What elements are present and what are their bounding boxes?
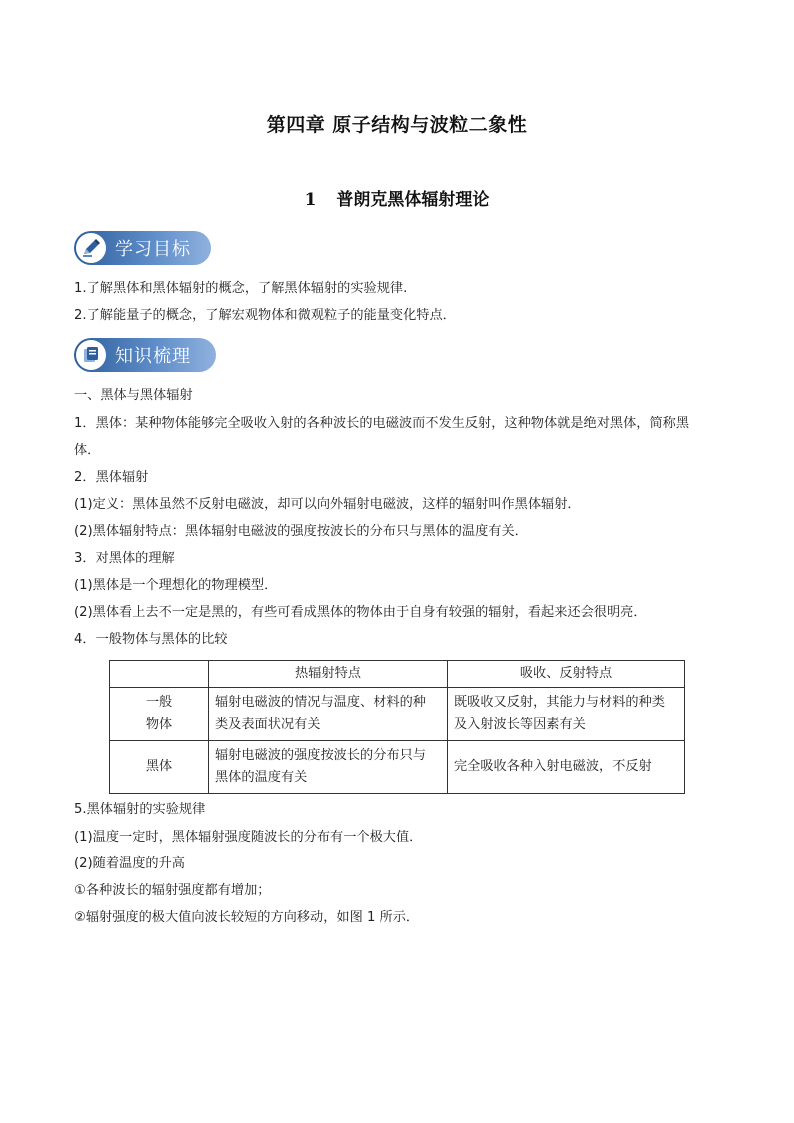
paragraph: 2．黑体辐射 bbox=[74, 470, 149, 485]
paragraph: (1)黑体是一个理想化的物理模型． bbox=[74, 578, 278, 593]
section-number: 1 bbox=[304, 190, 317, 210]
table-row bbox=[110, 741, 685, 794]
table-cell bbox=[448, 688, 685, 741]
cell-text: 辐射电磁波的强度按波长的分布只与 bbox=[215, 748, 426, 763]
paragraph: 4．一般物体与黑体的比较 bbox=[74, 632, 228, 647]
paragraph: (2)黑体辐射特点：黑体辐射电磁波的强度按波长的分布只与黑体的温度有关． bbox=[74, 524, 528, 539]
goal-item: 2.了解能量子的概念，了解宏观物体和微观粒子的能量变化特点． bbox=[74, 308, 456, 323]
comparison-table bbox=[109, 660, 685, 794]
section-title bbox=[0, 185, 794, 210]
section-title-text: 普朗克黑体辐射理论 bbox=[336, 190, 490, 210]
paragraph: (2)黑体看上去不一定是黑的，有些可看成黑体的物体由于自身有较强的辐射，看起来还会很明亮． bbox=[74, 605, 647, 620]
knowledge-review-badge bbox=[74, 338, 216, 372]
paragraph: ②辐射强度的极大值向波长较短的方向移动，如图 1 所示． bbox=[74, 910, 420, 925]
table-row bbox=[110, 688, 685, 741]
cell-text: 完全吸收各种入射电磁波，不反射 bbox=[454, 759, 652, 774]
row-label-cell bbox=[110, 741, 209, 794]
learning-goals-badge bbox=[74, 231, 211, 265]
paragraph: (1)温度一定时，黑体辐射强度随波长的分布有一个极大值． bbox=[74, 830, 423, 845]
chapter-title: 第四章 原子结构与波粒二象性 bbox=[266, 114, 528, 136]
table-cell bbox=[209, 741, 448, 794]
cell-text: 类及表面状况有关 bbox=[215, 717, 321, 732]
paragraph: (2)随着温度的升高 bbox=[74, 856, 185, 871]
paragraph: 体． bbox=[74, 443, 101, 458]
table-header-row bbox=[110, 661, 685, 688]
knowledge-review-label: 知识梳理 bbox=[115, 346, 191, 367]
heading-blackbody: 一、黑体与黑体辐射 bbox=[74, 388, 193, 403]
books-icon bbox=[76, 340, 106, 370]
table-header-cell: 吸收、反射特点 bbox=[448, 661, 685, 688]
row-label: 一般 bbox=[145, 695, 173, 710]
row-label: 黑体 bbox=[145, 759, 173, 774]
paragraph: 1．黑体：某种物体能够完全吸收入射的各种波长的电磁波而不发生反射，这种物体就是绝对黑体，简称黑 bbox=[74, 416, 690, 431]
paragraph: (1)定义：黑体虽然不反射电磁波，却可以向外辐射电磁波，这样的辐射叫作黑体辐射． bbox=[74, 497, 581, 512]
goal-item: 1.了解黑体和黑体辐射的概念，了解黑体辐射的实验规律. bbox=[74, 281, 408, 296]
cell-text: 既吸收又反射，其能力与材料的种类 bbox=[454, 695, 665, 710]
table-header-cell: 热辐射特点 bbox=[209, 661, 448, 688]
paragraph: 5.黑体辐射的实验规律 bbox=[74, 802, 206, 817]
cell-text: 辐射电磁波的情况与温度、材料的种 bbox=[215, 695, 426, 710]
paragraph: 3．对黑体的理解 bbox=[74, 551, 175, 566]
cell-text: 黑体的温度有关 bbox=[215, 770, 308, 785]
table-cell bbox=[448, 741, 685, 794]
row-label-cell bbox=[110, 688, 209, 741]
learning-goals-label: 学习目标 bbox=[115, 239, 191, 260]
table-cell bbox=[209, 688, 448, 741]
table-header-cell bbox=[110, 661, 209, 688]
row-label: 物体 bbox=[145, 717, 173, 732]
paragraph: ①各种波长的辐射强度都有增加； bbox=[74, 883, 271, 898]
pencil-icon bbox=[76, 233, 106, 263]
cell-text: 及入射波长等因素有关 bbox=[454, 717, 586, 732]
